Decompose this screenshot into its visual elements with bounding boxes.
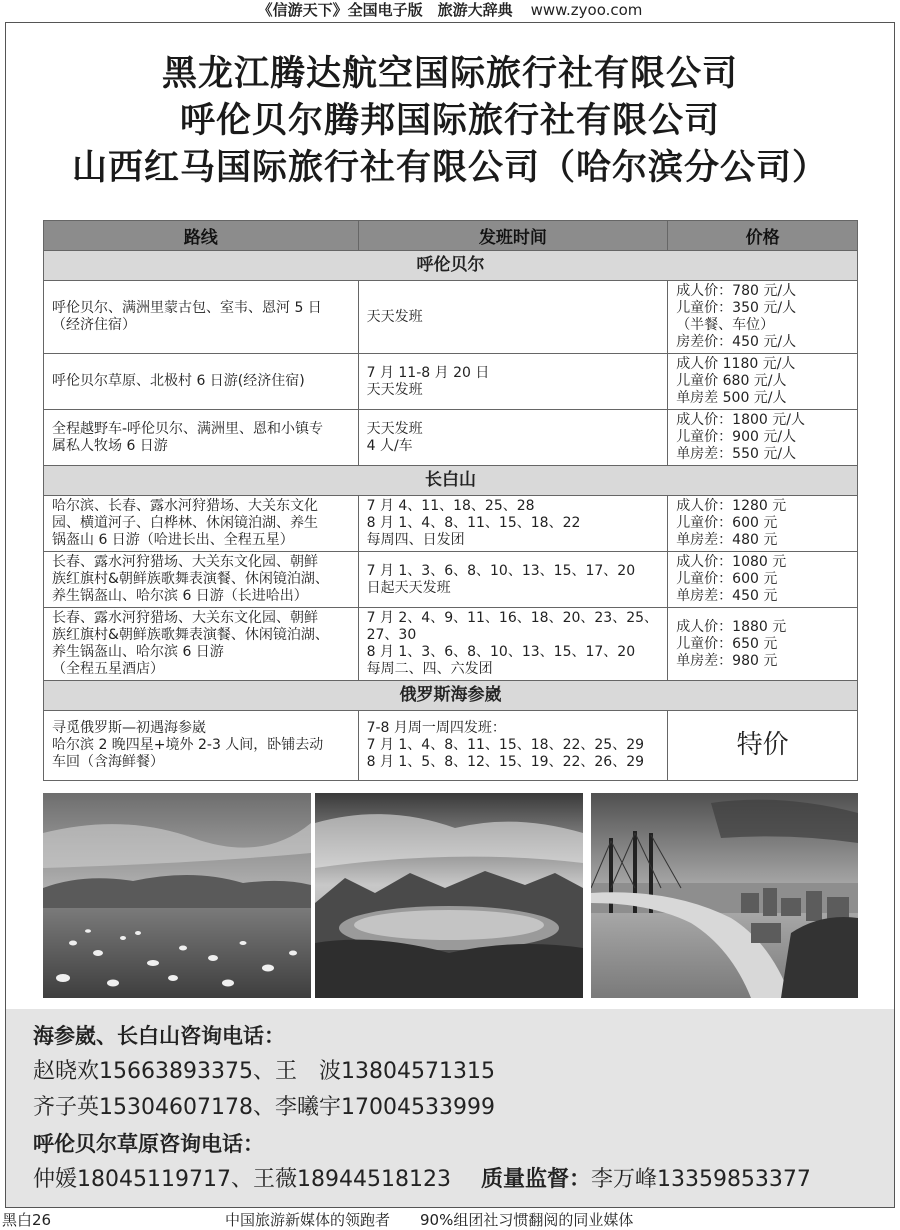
ad-frame [5,22,895,1208]
section-title: 俄罗斯海参崴 [44,681,858,711]
prices-cell [668,552,858,608]
quality-supervision-contact: 李万峰13359853377 [590,1167,811,1192]
route-cell [44,711,359,781]
route-table-body [44,251,858,781]
route-line: 族红旗村&朝鲜族歌舞表演餐、休闲镜泊湖、 [52,627,329,643]
slogan-2: 90%组团社习惯翻阅的同业媒体 [420,1211,634,1229]
grassland-photo [43,793,311,998]
page-number: 黑白26 [2,1211,52,1229]
route-cell [44,410,359,466]
publication-header [0,0,900,22]
prices-line: 儿童价：650 元 [676,635,778,652]
route-line: 长春、露水河狩猎场、大关东文化园、朝鲜 [52,610,318,626]
prices-line: 房差价：450 元/人 [676,334,797,350]
route-line: 锅盔山 6 日游（哈进长出、全程五星） [52,532,294,548]
prices-line: 成人价：1080 元 [676,554,787,570]
prices-cell [668,281,858,354]
section-row [44,681,858,711]
company-title-3: 山西红马国际旅行社有限公司（哈尔滨分公司） [71,148,828,188]
section-row [44,466,858,496]
column-header-route: 路线 [44,221,359,251]
prices-cell [668,410,858,466]
prices-line: 成人价：780 元/人 [676,283,797,299]
prices-line: （半餐、车位） [676,317,775,333]
prices-line: 单房差：480 元 [676,532,778,548]
prices-line: 儿童价：900 元/人 [676,429,797,445]
dates-cell [358,608,668,681]
company-title-2: 呼伦贝尔腾邦国际旅行社有限公司 [179,101,720,141]
route-cell [44,552,359,608]
route-line: 园、横道河子、白桦林、休闲镜泊湖、养生 [52,515,318,531]
dates-line: 7 月 11-8 月 20 日 [366,364,490,381]
photo-strip [43,793,858,998]
dates-cell [358,496,668,552]
contact-names-hulunbuir: 仲媛18045119717、王薇18944518123 [33,1167,451,1192]
table-row [44,552,858,608]
route-line: 哈尔滨、长春、露水河狩猎场、大关东文化 [52,498,318,514]
table-row [44,711,858,781]
table-row [44,608,858,681]
dates-line: 日起天天发班 [366,579,451,596]
section-row [44,251,858,281]
route-line: 寻觅俄罗斯—初遇海参崴 [52,720,206,736]
prices-line: 特价 [736,730,789,760]
route-cell [44,608,359,681]
route-line: 族红旗村&朝鲜族歌舞表演餐、休闲镜泊湖、 [52,571,329,587]
publication-title: 《信游天下》全国电子版 旅游大辞典 [257,1,513,19]
page-footer [0,1210,900,1230]
route-line: 属私人牧场 6 日游 [52,437,168,454]
dates-line: 8 月 1、5、8、12、15、19、22、26、29 [366,754,645,770]
prices-cell [668,354,858,410]
contact-line-1: 赵晓欢15663893375、王 波13804571315 [33,1059,495,1084]
table-row [44,354,858,410]
route-cell [44,354,359,410]
dates-cell [358,410,668,466]
bridge-city-photo [591,793,858,998]
prices-line: 成人价：1800 元/人 [676,412,805,428]
section-title: 呼伦贝尔 [44,251,858,281]
footer-slogan [225,1210,633,1230]
route-line: 车回（含海鲜餐） [52,754,164,770]
route-cell [44,281,359,354]
route-line: （经济住宿） [52,317,136,333]
column-header-price: 价格 [668,221,858,251]
dates-line: 7 月 1、4、8、11、15、18、22、25、29 [366,737,645,753]
prices-line: 单房差：450 元 [676,588,778,604]
dates-cell [358,354,668,410]
dates-line: 8 月 1、3、6、8、10、13、15、17、20 [366,644,636,660]
table-row [44,410,858,466]
dates-cell [358,552,668,608]
company-title-1: 黑龙江腾达航空国际旅行社有限公司 [161,54,738,94]
dates-line: 每周二、四、六发团 [366,661,493,677]
dates-line: 天天发班 [366,381,423,398]
prices-line: 成人价：1880 元 [676,618,787,635]
contact-line-3 [33,1162,894,1198]
route-line: （全程五星酒店） [52,661,164,677]
dates-line: 4 人/车 [366,437,413,454]
column-header-dates: 发班时间 [358,221,668,251]
dates-cell [358,281,668,354]
prices-line: 儿童价：600 元 [676,571,778,587]
section-title: 长白山 [44,466,858,496]
prices-line: 单房差：550 元/人 [676,446,797,462]
dates-line: 每周四、日发团 [366,532,465,548]
prices-line: 成人价 1180 元/人 [676,356,796,372]
prices-line: 儿童价：350 元/人 [676,300,797,316]
prices-line: 儿童价：600 元 [676,515,778,531]
route-line: 哈尔滨 2 晚四星+境外 2-3 人间，卧铺去动 [52,737,324,753]
route-line: 养生锅盔山、哈尔滨 6 日游（长进哈出） [52,588,308,604]
dates-line: 7-8 月周一周四发班： [366,720,506,736]
dates-line: 7 月 4、11、18、25、28 [366,498,535,514]
route-line: 全程越野车-呼伦贝尔、满洲里、恩和小镇专 [52,420,324,437]
crater-lake-photo [315,793,583,998]
dates-line: 7 月 2、4、9、11、16、18、20、23、25、 [366,610,659,626]
contact-heading-hulunbuir: 呼伦贝尔草原咨询电话： [33,1132,264,1156]
site-url[interactable]: www.zyoo.com [530,1,643,19]
prices-line: 成人价：1280 元 [676,498,787,514]
dates-line: 7 月 1、3、6、8、10、13、15、17、20 [366,562,636,579]
table-row [44,281,858,354]
slogan-1: 中国旅游新媒体的领跑者 [225,1211,391,1229]
company-titles [6,51,894,192]
route-line: 呼伦贝尔、满洲里蒙古包、室韦、恩河 5 日 [52,300,322,316]
table-row [44,496,858,552]
quality-supervision-label: 质量监督： [480,1167,591,1192]
dates-line: 天天发班 [366,308,423,325]
route-cell [44,496,359,552]
route-line: 长春、露水河狩猎场、大关东文化园、朝鲜 [52,554,318,570]
contact-heading-vladivostok-changbai: 海参崴、长白山咨询电话： [33,1024,285,1048]
dates-line: 天天发班 [366,420,423,437]
contact-panel [6,1009,894,1207]
prices-line: 单房差：980 元 [676,652,778,669]
route-line: 呼伦贝尔草原、北极村 6 日游(经济住宿) [52,373,305,389]
prices-cell [668,711,858,781]
dates-cell [358,711,668,781]
table-header-row [44,221,858,251]
prices-line: 儿童价 680 元/人 [676,373,787,389]
route-table [43,220,858,781]
prices-cell [668,496,858,552]
dates-line: 8 月 1、4、8、11、15、18、22 [366,515,581,531]
prices-cell [668,608,858,681]
contact-line-2: 齐子英15304607178、李曦宇17004533999 [33,1095,495,1120]
prices-line: 单房差 500 元/人 [676,390,787,406]
route-line: 养生锅盔山、哈尔滨 6 日游 [52,644,224,660]
dates-line: 27、30 [366,627,417,643]
